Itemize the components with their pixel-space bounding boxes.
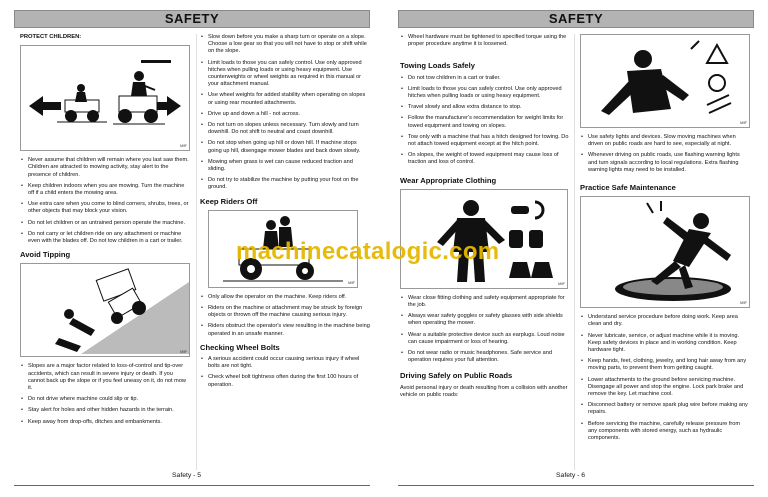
bullet-text: • Wear a suitable protective device such as earplugs. Loud noise can cause impairment or loss of hearing. <box>400 332 570 346</box>
public-roads-drawing <box>581 35 749 127</box>
figure-code: MIF <box>558 280 565 286</box>
bullet-text: • Wear close fitting clothing and safety equipment appropriate for the job. <box>400 295 570 309</box>
bullet-text: • Riders obstruct the operator's view resulting in the machine being operated in an unsafe manner. <box>200 323 370 337</box>
right-header-banner: SAFETY <box>398 10 754 28</box>
bullet-text: • Use safety lights and devices. Slow moving machines when driven on public roads are hard to see, especially at night. <box>580 134 750 148</box>
bullet-text: • Drive up and down a hill - not across. <box>200 111 370 118</box>
bullet-text: • Before servicing the machine, carefully release pressure from any components with stored energy, such as hydraulic components. <box>580 421 750 443</box>
public-roads-illustration <box>580 34 750 128</box>
footer-rule <box>14 485 370 486</box>
bullet-text: • Do not drive where machine could slip or tip. <box>20 396 190 403</box>
bullet-text: • Lower attachments to the ground before servicing machine. Disengage all power and stop the engine. Lock park brake and remove the key. Let machine cool. <box>580 377 750 399</box>
children-mower-illustration <box>20 45 190 151</box>
figure-code: MIF <box>180 143 187 148</box>
checking-wheel-bolts-title: Checking Wheel Bolts <box>200 342 280 352</box>
bullet-text: • Disconnect battery or remove spark plug wire before making any repairs. <box>580 402 750 416</box>
bullet-text: • Never lubricate, service, or adjust machine while it is moving. Keep safety devices in place and in working condition. Keep hardware tight. <box>580 333 750 355</box>
bullet-text: • Slopes are a major factor related to loss-of-control and tip-over accidents, which can result in severe injury or death. If you cannot back up the slope or if you feel uneasy on it, do not mow it. <box>20 363 190 392</box>
tipping-drawing <box>21 264 189 356</box>
column-divider <box>574 34 575 470</box>
left-column-1 <box>20 34 190 430</box>
children-mower-drawing <box>21 46 189 150</box>
watermark: machinecatalogic.com <box>236 238 500 265</box>
paragraph-text: Avoid personal injury or death resulting from a collision with another vehicle on public roads: <box>400 384 568 398</box>
keep-riders-off-title: Keep Riders Off <box>200 196 258 206</box>
bullet-text: • Use extra care when you come to blind corners, shrubs, trees, or other objects that may block your vision. <box>20 201 190 215</box>
bullet-text: • Limit loads to those you can safely control. Use only approved hitches when pulling loads or using heavy equipment. <box>400 86 570 100</box>
bullet-text: • Limit loads to those you can safely control. Use only approved hitches when pulling loads or using heavy equipment. Use counterweights or wheel weights as required in this manual or your attachment manual. <box>200 60 370 89</box>
bullet-text: • Do not try to stabilize the machine by putting your foot on the ground. <box>200 177 370 191</box>
tipping-illustration <box>20 263 190 357</box>
avoid-tipping-title: Avoid Tipping <box>20 250 71 260</box>
bullet-text: • Do not let children or an untrained person operate the machine. <box>20 220 190 227</box>
bullet-text: • Never assume that children will remain where you last saw them. Children are attracted to mowing activity, stay alert to the presence of children. <box>20 157 190 179</box>
bullet-text: • Keep away from drop-offs, ditches and embankments. <box>20 419 190 426</box>
right-column-2 <box>580 34 750 446</box>
figure-code: MIF <box>740 300 747 306</box>
bullet-text: • Understand service procedure before doing work. Keep area clean and dry. <box>580 314 750 328</box>
bullet-text: • Follow the manufacturer's recommendation for weight limits for towed equipment and towing on slopes. <box>400 115 570 129</box>
bullet-text: • Tow only with a machine that has a hitch designed for towing. Do not attach towed equipment except at the hitch point. <box>400 134 570 148</box>
bullet-text: • Always wear safety goggles or safety glasses with side shields when operating the mower. <box>400 313 570 327</box>
bullet-text: • Keep children indoors when you are mowing. Turn the machine off if a child enters the mowing area. <box>20 183 190 197</box>
left-header-banner: SAFETY <box>14 10 370 28</box>
bullet-text: • Do not tow children in a cart or trailer. <box>400 75 570 82</box>
bullet-text: • Riders on the machine or attachment may be struck by foreign objects or thrown off the machine causing serious injury. <box>200 305 370 319</box>
left-column-2 <box>200 34 370 393</box>
column-divider <box>196 34 197 470</box>
figure-code: MIF <box>348 279 355 285</box>
bullet-text: • Keep hands, feet, clothing, jewelry, and long hair away from any moving parts, to prevent them from getting caught. <box>580 358 750 372</box>
bullet-text: • Stay alert for holes and other hidden hazards in the terrain. <box>20 407 190 414</box>
figure-code: MIF <box>180 349 187 355</box>
bullet-text: • Slow down before you make a sharp turn or operate on a slope. Choose a low gear so that you will not have to stop or shift while on the slope. <box>200 34 370 56</box>
bullet-text: • Mowing when grass is wet can cause reduced traction and sliding. <box>200 159 370 173</box>
bullet-text: • Check wheel bolt tightness often during the first 100 hours of operation. <box>200 374 370 388</box>
protect-children-title: PROTECT CHILDREN: <box>20 34 82 40</box>
maintenance-drawing <box>581 197 749 307</box>
page-number: Safety - 5 <box>172 472 202 479</box>
bullet-text: • Do not turn on slopes unless necessary. Turn slowly and turn downhill. Do not shift to neutral and coast downhill. <box>200 122 370 136</box>
maintenance-illustration <box>580 196 750 308</box>
bullet-text: • Only allow the operator on the machine. Keep riders off. <box>200 294 370 301</box>
public-roads-title: Driving Safely on Public Roads <box>400 371 513 381</box>
bullet-text: • Wheel hardware must be tightened to specified torque using the proper procedure anytime it is loosened. <box>400 34 570 48</box>
bullet-text: • Whenever driving on public roads, use flashing warning lights and turn signals according to local regulations. Extra flashing warning lights may need to be installed. <box>580 152 750 174</box>
safe-maintenance-title: Practice Safe Maintenance <box>580 183 676 193</box>
page-number: Safety - 6 <box>556 472 586 479</box>
towing-loads-title: Towing Loads Safely <box>400 61 475 71</box>
bullet-text: • Do not wear radio or music headphones. Safe service and operation requires your full attention. <box>400 350 570 364</box>
right-column-1 <box>400 34 570 403</box>
bullet-text: • Use wheel weights for added stability when operating on slopes or using rear mounted attachments. <box>200 92 370 106</box>
figure-code: MIF <box>740 119 747 125</box>
footer-rule <box>398 485 754 486</box>
bullet-text: • Do not stop when going up hill or down hill. If machine stops going up hill, disengage mower blades and back down slowly. <box>200 140 370 154</box>
bullet-text: • Do not carry or let children ride on any attachment or machine even with the blades off. Do not tow children in a cart or trailer. <box>20 231 190 245</box>
bullet-text: • On slopes, the weight of towed equipment may cause loss of traction and loss of control. <box>400 152 570 166</box>
bullet-text: • A serious accident could occur causing serious injury if wheel bolts are not tight. <box>200 356 370 370</box>
clothing-title: Wear Appropriate Clothing <box>400 175 497 185</box>
bullet-text: • Travel slowly and allow extra distance to stop. <box>400 104 570 111</box>
